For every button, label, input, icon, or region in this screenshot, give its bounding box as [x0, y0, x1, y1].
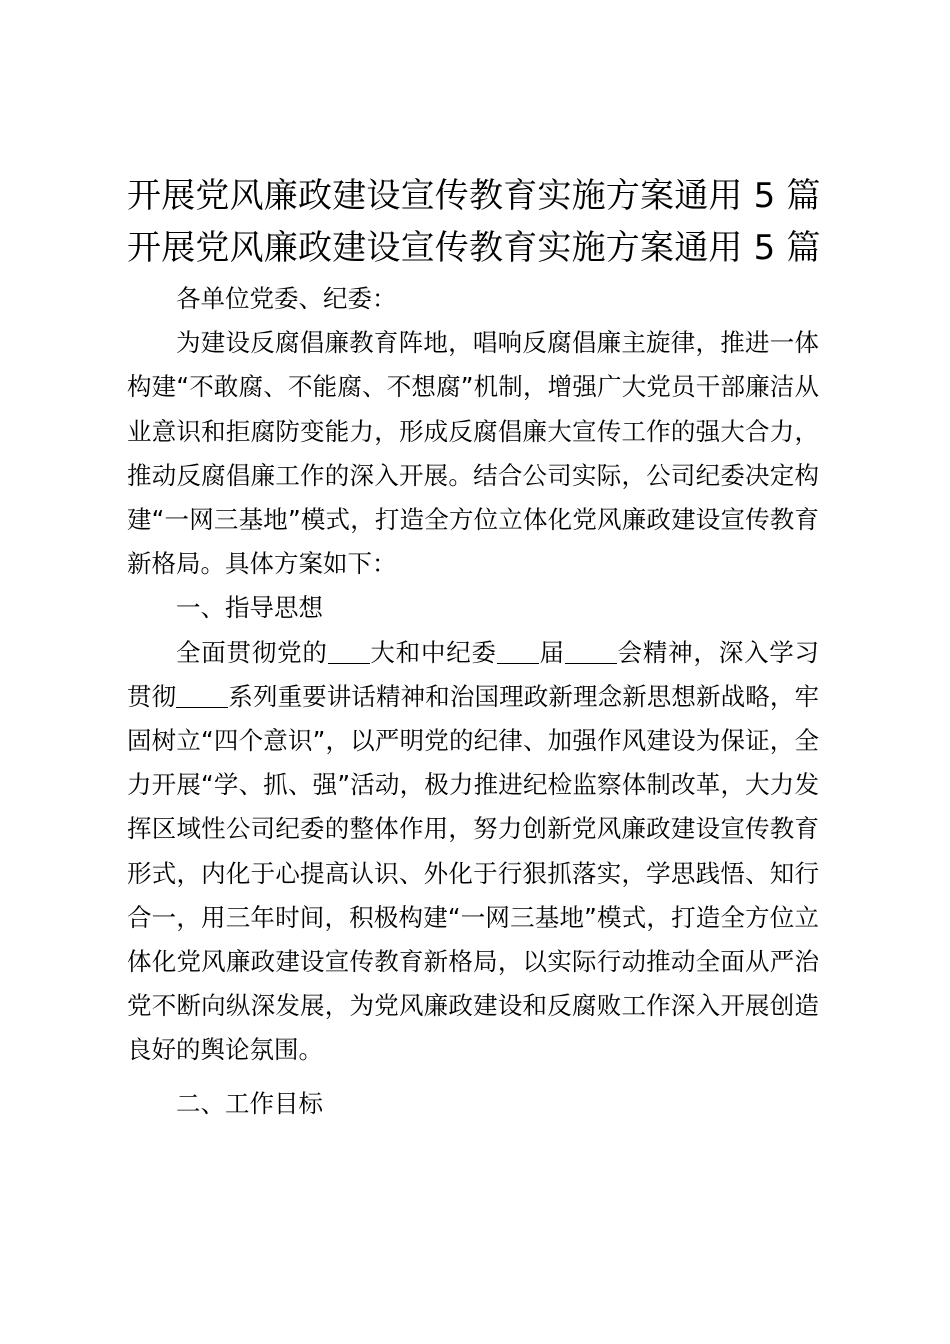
- text-segment: 全面贯彻党的: [176, 637, 328, 667]
- fill-blank-line: [328, 638, 370, 664]
- salutation: 各单位党委、纪委：: [176, 284, 397, 313]
- fill-blank-line: [497, 638, 539, 664]
- section-heading-work-goals: 二、工作目标: [176, 1088, 323, 1118]
- text-segment: 系列重要讲话精神和治国理政新理念新思想新战略，牢固树立“四个意识”，以严明党的纪律、加强作风建设为保证，全力开展“学、抓、强”活动，极力推进纪检监察体制改革，大力发挥区域性公司纪委的整体作用，努力创新党风廉政建设宣传教育形式，内化于心提高认识、外化于行狠抓落实，学思践悟、知行合一，用三年时间，积极构建“一网三基地”模式，打造全方位立体化党风廉政建设宣传教育新格局，以实际行动推动全面从严治党不断向纵深发展，为党风廉政建设和反腐败工作深入开展创造良好的舆论氛围。: [127, 681, 820, 1065]
- document-body: [127, 277, 819, 1126]
- text-segment: 届: [538, 637, 565, 667]
- text-segment: 会精神，深入学习贯彻: [127, 637, 820, 711]
- document-title: 开展党风廉政建设宣传教育实施方案通用 5 篇: [127, 176, 821, 216]
- intro-paragraph: 为建设反腐倡廉教育阵地，唱响反腐倡廉主旋律，推进一体构建“不敢腐、不能腐、不想腐”机制，增强广大党员干部廉洁从业意识和拒腐防变能力，形成反腐倡廉大宣传工作的强大合力，推动反腐倡廉工作的深入开展。结合公司实际，公司纪委决定构建“一网三基地”模式，打造全方位立体化党风廉政建设宣传教育新格局。具体方案如下：: [127, 328, 819, 579]
- document-title-repeat: 开展党风廉政建设宣传教育实施方案通用 5 篇: [127, 228, 821, 268]
- fill-blank-line: [176, 682, 228, 708]
- section-heading-guiding-ideology: 一、指导思想: [176, 593, 323, 623]
- guiding-ideology-paragraph: [127, 631, 819, 1073]
- fill-blank-line: [565, 638, 617, 664]
- text-segment: 大和中纪委: [369, 637, 497, 667]
